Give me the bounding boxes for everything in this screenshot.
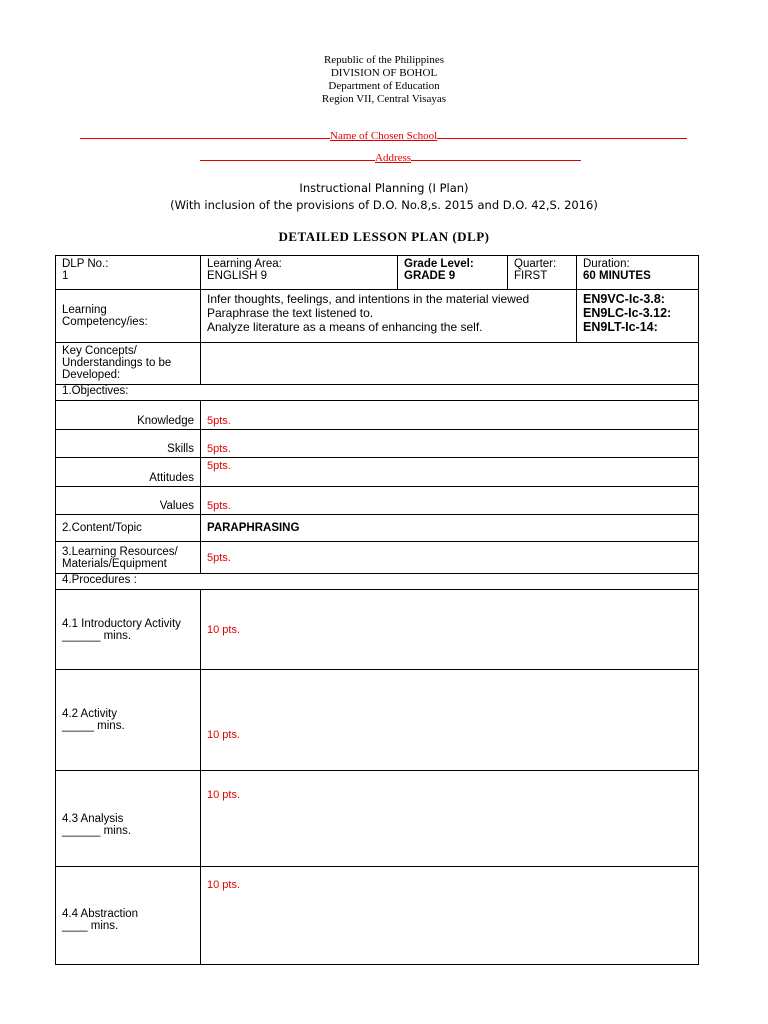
address-line [200, 150, 581, 164]
competency-row [56, 290, 699, 343]
procedure-pts: 10 pts. [201, 771, 699, 867]
competency-text [201, 290, 577, 343]
procedure-mins: _____ mins. [62, 720, 125, 732]
competency-code-2: EN9LC-Ic-3.12: [583, 306, 672, 320]
learning-area-label: Learning Area: [207, 258, 282, 270]
iplan-subtitle: (With inclusion of the provisions of D.O. No.8,s. 2015 and D.O. 42,S. 2016) [170, 198, 598, 212]
procedures-label: 4.Procedures : [56, 574, 699, 590]
learning-area-value: ENGLISH 9 [207, 270, 268, 282]
division-line: DIVISION OF BOHOL [330, 67, 438, 79]
content-label: 2.Content/Topic [56, 515, 201, 542]
duration-value: 60 MINUTES [583, 270, 651, 282]
values-pts: 5pts. [201, 487, 699, 515]
procedure-name: 4.2 Activity [62, 708, 117, 720]
grade-level-label: Grade Level: [404, 258, 474, 270]
procedure-name-cell [56, 867, 201, 965]
school-name-label: Name of Chosen School [330, 130, 438, 142]
attitudes-pts: 5pts. [201, 458, 699, 487]
objectives-row [56, 385, 699, 401]
procedure-pts: 10 pts. [201, 590, 699, 670]
competency-code-1: EN9VC-Ic-3.8: [583, 292, 665, 306]
resources-label: 3.Learning Resources/ Materials/Equipment [56, 542, 201, 574]
procedures-row [56, 574, 699, 590]
dlp-no-cell [56, 256, 201, 290]
knowledge-label: Knowledge [56, 401, 201, 430]
procedure-row [56, 771, 699, 867]
values-row [56, 487, 699, 515]
competency-line-1: Infer thoughts, feelings, and intentions in the material viewed [207, 292, 530, 306]
resources-row [56, 542, 699, 574]
procedure-name-cell [56, 590, 201, 670]
department-line: Department of Education [328, 80, 440, 92]
key-concepts-value [201, 343, 699, 385]
republic-line: Republic of the Philippines [323, 54, 445, 66]
competency-line-2: Paraphrase the text listened to. [207, 306, 374, 320]
competency-code-3: EN9LT-Ic-14: [583, 320, 658, 334]
learning-area-cell [201, 256, 398, 290]
competency-codes [577, 290, 699, 343]
dlp-title: DETAILED LESSON PLAN (DLP) [278, 229, 490, 244]
procedure-name: 4.1 Introductory Activity [62, 617, 181, 630]
grade-level-value: GRADE 9 [404, 270, 456, 282]
grade-level-cell [398, 256, 508, 290]
values-label: Values [56, 487, 201, 515]
school-name-line [80, 128, 687, 142]
procedure-row [56, 867, 699, 965]
procedure-name: 4.3 Analysis [62, 812, 124, 825]
quarter-value: FIRST [514, 270, 548, 282]
content-value: PARAPHRASING [201, 515, 699, 542]
dlp-table [55, 255, 699, 965]
dlp-no-value: 1 [62, 270, 69, 282]
knowledge-row [56, 401, 699, 430]
resources-pts: 5pts. [201, 542, 699, 574]
attitudes-row [56, 458, 699, 487]
procedure-mins: ____ mins. [62, 919, 119, 932]
skills-pts: 5pts. [201, 430, 699, 458]
skills-label: Skills [56, 430, 201, 458]
competency-line-3: Analyze literature as a means of enhancing the self. [207, 320, 483, 334]
procedure-mins: ______ mins. [62, 629, 132, 642]
competency-label: Learning Competency/ies: [56, 290, 201, 343]
procedure-row [56, 590, 699, 670]
region-line: Region VII, Central Visayas [321, 93, 447, 105]
attitudes-label: Attitudes [56, 458, 201, 487]
procedure-pts: 10 pts. [201, 867, 699, 965]
duration-label: Duration: [583, 258, 630, 270]
skills-row [56, 430, 699, 458]
quarter-cell [508, 256, 577, 290]
procedure-pts: 10 pts. [201, 670, 699, 771]
iplan-title: Instructional Planning (I Plan) [299, 181, 469, 195]
procedure-name-cell [56, 670, 201, 771]
info-row [56, 256, 699, 290]
quarter-label: Quarter: [514, 258, 557, 270]
procedure-mins: ______ mins. [62, 824, 132, 837]
procedure-name: 4.4 Abstraction [62, 907, 139, 920]
key-concepts-label: Key Concepts/ Understandings to be Developed: [56, 343, 201, 385]
content-row [56, 515, 699, 542]
dlp-no-label: DLP No.: [62, 258, 109, 270]
knowledge-pts: 5pts. [201, 401, 699, 430]
procedure-name-cell [56, 771, 201, 867]
objectives-label: 1.Objectives: [56, 385, 699, 401]
duration-cell [577, 256, 699, 290]
procedure-row [56, 670, 699, 771]
address-label: Address [375, 152, 412, 164]
key-concepts-row [56, 343, 699, 385]
